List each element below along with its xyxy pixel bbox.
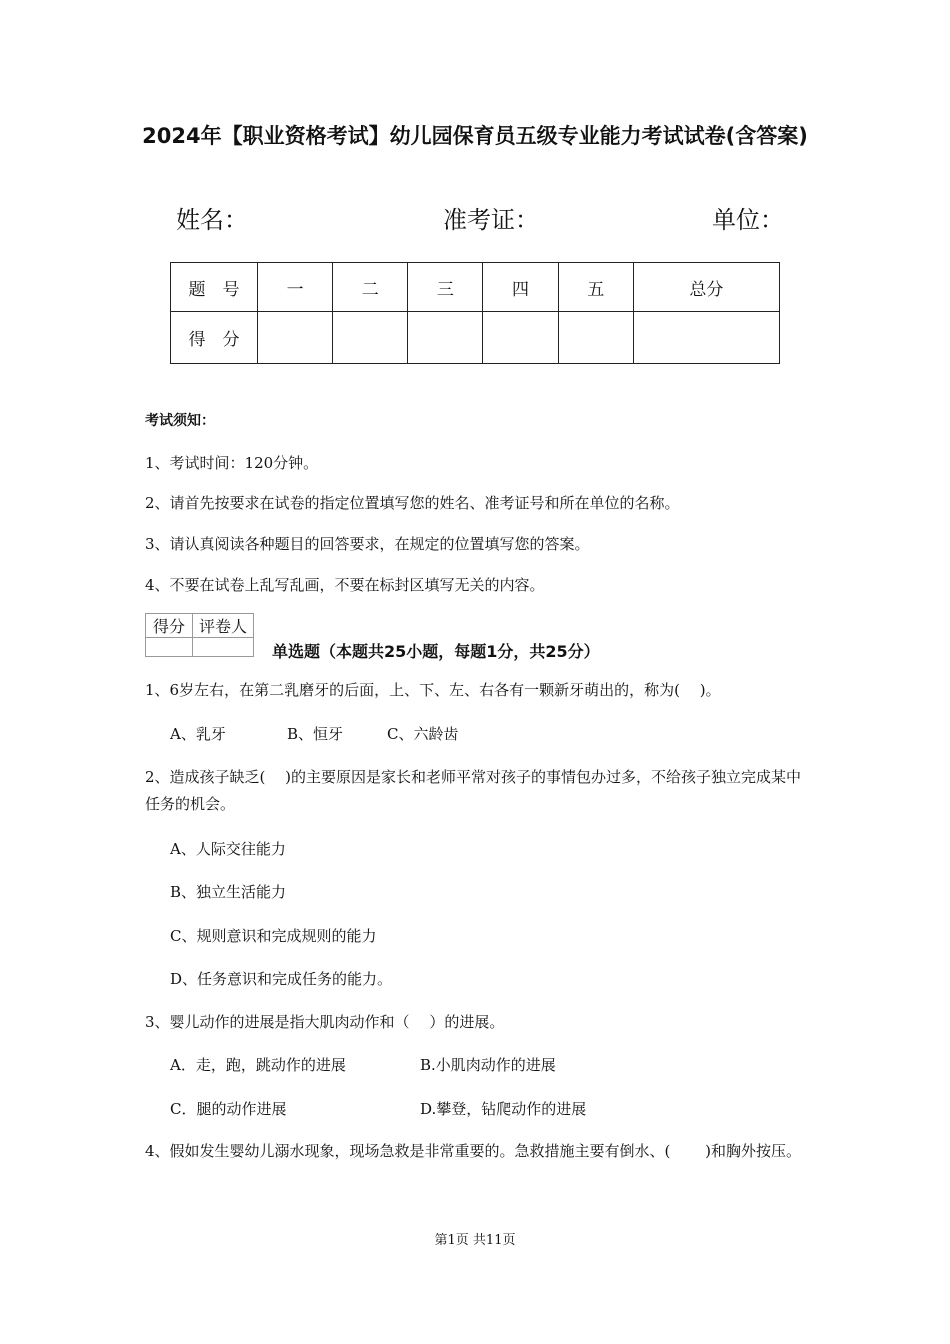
notice-item: 4、不要在试卷上乱写乱画，不要在标封区填写无关的内容。 [145,576,545,594]
score-blank-cell [483,312,558,364]
grader-reviewer-blank [193,638,254,657]
grader-score-blank [146,638,193,657]
grader-score-label: 得分 [146,614,193,638]
q3-option-a: A．走，跑，跳动作的进展 [170,1056,346,1074]
score-table-cell: 五 [558,263,633,312]
notice-item: 2、请首先按要求在试卷的指定位置填写您的姓名、准考证号和所在单位的名称。 [145,494,680,512]
score-blank-cell [408,312,483,364]
question-3: 3、婴儿动作的进展是指大肌肉动作和（ ）的进展。 [145,1013,505,1031]
score-table-cell: 总分 [633,263,779,312]
question-4: 4、假如发生婴幼儿溺水现象，现场急救是非常重要的。急救措施主要有倒水、( )和胸外按压。 [145,1142,802,1160]
q1-option-a: A、乳牙 [170,725,226,743]
q2-option-c: C、规则意识和完成规则的能力 [170,927,377,945]
unit-label: 单位： [712,206,784,234]
score-table-cell: 四 [483,263,558,312]
score-table-header-row [171,263,780,312]
section-title: 单选题（本题共25小题，每题1分，共25分） [272,642,600,661]
score-blank-cell [258,312,333,364]
notice-item: 1、考试时间：120分钟。 [145,454,319,472]
score-table-score-row [171,312,780,364]
notice-item: 3、请认真阅读各种题目的回答要求，在规定的位置填写您的答案。 [145,535,590,553]
grader-box [145,613,254,657]
page-title: 2024年【职业资格考试】幼儿园保育员五级专业能力考试试卷(含答案) [142,124,808,148]
score-table [170,262,780,364]
q3-option-c: C．腿的动作进展 [170,1100,287,1118]
question-2: 2、造成孩子缺乏( )的主要原因是家长和老师平常对孩子的事情包办过多，不给孩子独立完成某中任务的机会。 [145,768,802,813]
score-table-cell: 题 号 [171,263,258,312]
score-blank-cell [633,312,779,364]
score-table-cell: 得 分 [171,312,258,364]
q2-option-b: B、独立生活能力 [170,883,287,901]
score-table-cell: 二 [333,263,408,312]
q3-option-b: B.小肌肉动作的进展 [420,1056,556,1074]
page-footer: 第1页 共11页 [434,1233,516,1248]
notice-heading: 考试须知： [145,413,215,429]
q2-option-d: D、任务意识和完成任务的能力。 [170,970,393,988]
score-blank-cell [333,312,408,364]
grader-reviewer-label: 评卷人 [193,614,254,638]
q1-option-b: B、恒牙 [287,725,344,743]
score-table-cell: 一 [258,263,333,312]
q3-option-d: D.攀登，钻爬动作的进展 [420,1100,587,1118]
name-label: 姓名： [176,206,248,234]
score-blank-cell [558,312,633,364]
q1-option-c: C、六龄齿 [387,725,459,743]
exam-id-label: 准考证： [443,206,539,234]
q2-option-a: A、人际交往能力 [170,840,286,858]
score-table-cell: 三 [408,263,483,312]
question-1: 1、6岁左右，在第二乳磨牙的后面，上、下、左、右各有一颗新牙萌出的，称为( )。 [145,681,721,699]
